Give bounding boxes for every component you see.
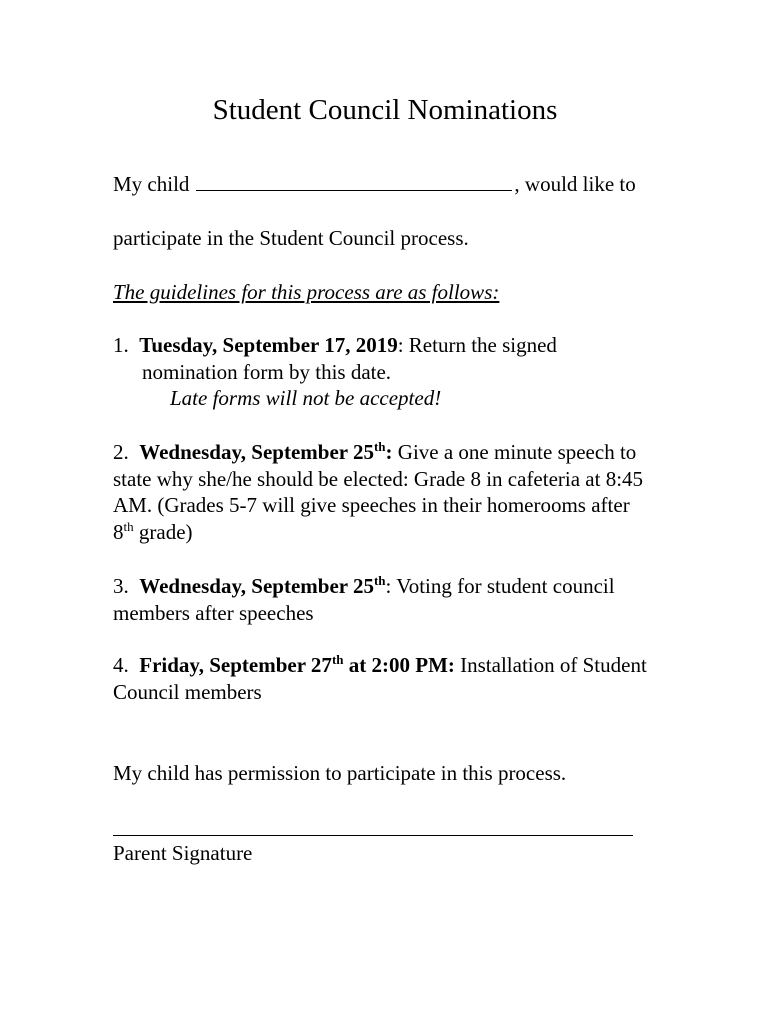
- item-3-number: 3.: [113, 574, 129, 598]
- item-4-number: 4.: [113, 653, 129, 677]
- would-like-text: , would like to: [514, 172, 636, 196]
- page-title: Student Council Nominations: [212, 94, 558, 126]
- guidelines-heading: The guidelines for this process are as follows:: [113, 280, 500, 304]
- signature-line[interactable]: [113, 835, 633, 836]
- child-name-line: [113, 170, 636, 198]
- item-1-line2: nomination form by this date.: [142, 359, 392, 384]
- item-4-date-sup: th: [331, 652, 344, 667]
- item-2-number: 2.: [113, 440, 129, 464]
- late-forms-note: Late forms will not be accepted!: [170, 386, 442, 410]
- guideline-item-3: [113, 573, 653, 626]
- item-3-date-sup: th: [373, 573, 386, 588]
- item-3-text: : Voting for student council members after speeches: [113, 574, 615, 625]
- item-2-text: Give a one minute speech to state why she/he should be elected: Grade 8 in cafeteria at 8:45 AM. (Grades 5-7 will give speeches in their homerooms after 8: [113, 440, 644, 544]
- item-4-text: Installation of Student Council members: [113, 653, 647, 704]
- item-3-date: Wednesday, September 25: [139, 574, 374, 598]
- item-2-colon: :: [385, 440, 393, 464]
- item-1-date: Tuesday, September 17, 2019: [139, 333, 398, 357]
- guideline-item-2: [113, 439, 653, 545]
- item-4-time: at 2:00 PM:: [343, 653, 455, 677]
- item-1-number: 1.: [113, 333, 129, 357]
- item-4-date: Friday, September 27: [139, 653, 332, 677]
- item-1-text: : Return the signed: [397, 333, 557, 357]
- my-child-label: My child: [113, 172, 190, 196]
- child-name-blank[interactable]: [196, 170, 512, 191]
- guideline-item-4: [113, 652, 653, 705]
- item-2-grade-sup: th: [123, 518, 134, 534]
- permission-statement: My child has permission to participate in this process.: [113, 761, 567, 785]
- item-2-text-end: grade): [133, 519, 193, 544]
- item-2-date-sup: th: [373, 439, 386, 454]
- guideline-item-1: [113, 332, 653, 412]
- item-2-date: Wednesday, September 25: [139, 440, 374, 464]
- signature-label: Parent Signature: [113, 841, 253, 865]
- participate-text: participate in the Student Council process.: [113, 226, 469, 250]
